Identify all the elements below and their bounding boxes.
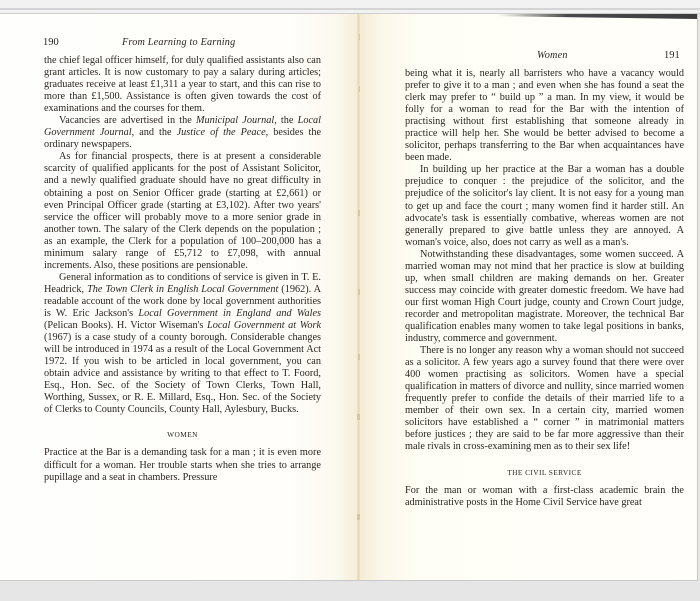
paragraph: Practice at the Bar is a demanding task for a man ; it is even more difficult for a woman. Her trouble starts when she tries to arrange pupillage and a seat in chambers. Pressure <box>44 447 321 483</box>
text-segment: (Pelican Books). H. Victor Wiseman's <box>44 320 207 332</box>
paragraph: In building up her practice at the Bar a woman has a double prejudice to conquer : the prejudice of the solicitor, and the prejudice of the solicitor's lay client. It is not easy for a young man to get up and face the court ; many women find it harder still. An advocate's task is essentially combative, whereas women are not generally prepared to give battle unless they are annoyed. A woman's voice, also, does not carry as well as a man's. <box>405 164 684 248</box>
text-segment: , and the <box>131 127 177 139</box>
book-spread <box>0 14 698 581</box>
paragraph: There is no longer any reason why a woman should not succeed as a solicitor. A few years ago a survey found that there were over 400 women practising as solicitors. Women have a special qualification in matters of divorce and nullity, since married women frequently prefer to confide the details of their married life to a member of their own sex. In a certain city, married women solicitors have established a “ corner ” in matrimonial matters before justices ; they are said to be far more aggressive than their male rivals in cross-examining men as to their sex life! <box>405 345 684 453</box>
italic-title: Justice of the Peace <box>176 127 266 139</box>
text-segment: As for financial prospects, there is at present a considerable scarcity of qualified applicants for the post of Assistant Solicitor, and a newly qualified graduate should have no great difficulty in obtaining a post on Senior Officer grade (starting at £2,661) or even Principal Officer grade (starting at £3,102). After two years' service the officer will probably move to a more senior grade in another town. The salary of the Clerk depends on the population ; as an example, the Clerk for a population of 100–200,000 has a minimum salary range of £5,712 to £7,098, with annual increments. Also, these positions are pensionable. <box>44 151 321 271</box>
section-heading-civil-service: THE CIVIL SERVICE <box>507 467 582 477</box>
text-segment: Vacancies are advertised in the <box>59 115 196 127</box>
top-bar-divider <box>0 8 700 10</box>
italic-title: The Town Clerk in English Local Government <box>87 283 279 295</box>
viewer-top-bar <box>0 0 700 14</box>
text-segment: , the <box>274 115 298 127</box>
right-running-title: Women <box>537 50 568 61</box>
right-page <box>360 14 697 580</box>
italic-title: Local Government Journal <box>44 115 321 139</box>
text-segment: the chief legal officer himself, for duly qualified assistants also can grant articles. It is now customary to pay a salary during articles; graduates receive at least £1,311 a year to start, and this can rise to more than £1,500. Assistance is often given towards the cost of examinations and the courses for them. <box>44 55 321 115</box>
italic-title: Local Government in England and Wales <box>138 307 322 319</box>
right-page-body <box>405 68 684 509</box>
paragraph: Notwithstanding these disadvantages, some women succeed. A married woman may not mind that her practice is slow at building up, when small children are making demands on her. Greater success may coincide with greater domestic freedom. We have had our first woman High Court judge, county and Crown Court judge, recorder and metropolitan magistrate. Moreover, the technical Bar qualification enables many women to take legal positions in banks, industry, commerce and government. <box>405 248 684 345</box>
text-segment: (1962). A readable account of the work done by local government authorities is W. Eric Jackson's <box>44 283 321 319</box>
text-segment: , besides the ordinary newspapers. <box>44 127 321 151</box>
left-page <box>0 14 360 580</box>
paragraph: being what it is, nearly all barristers who have a vacancy would prefer to give it to a man ; and even when she has found a seat the clerk may prefer to “ build up ” a man. In my view, it would be folly for a woman to read for the Bar with the intention of practising without first establishing that someone already in practice will help her. She would be better advised to become a solicitor, perhaps transferring to the Bar when acquaintances have been made. <box>405 68 684 164</box>
paragraph <box>44 55 321 115</box>
left-page-number: 190 <box>43 37 59 48</box>
paragraph <box>44 272 321 417</box>
text-segment: General information as to conditions of service is given in T. E. Headrick, <box>44 271 321 295</box>
italic-title: Local Government at Work <box>207 320 322 332</box>
section-heading-women: WOMEN <box>167 430 198 440</box>
right-page-number: 191 <box>664 50 680 61</box>
text-segment: (1967) is a case study of a county borough. Considerable changes will be introduced in 1974 as a result of the Local Government Act 1972. If you wish to be articled in local government, you can obtain advice and assistance by writing to that effect to T. Foord, Esq., Hon. Sec. of the Society of Town Clerks, Town Hall, Worthing, Sussex, or R. E. Millard, Esq., Hon. Sec. of the Society of Clerks to County Councils, County Hall, Aylesbury, Bucks. <box>44 332 321 416</box>
italic-title: Municipal Journal <box>195 115 275 127</box>
left-running-title: From Learning to Earning <box>122 37 236 48</box>
paragraph <box>44 115 321 151</box>
left-page-body <box>44 55 321 484</box>
page-edge-shadow <box>497 14 697 19</box>
paragraph: For the man or woman with a first-class academic brain the administrative posts in the Home Civil Service have great <box>405 484 684 508</box>
paragraph <box>44 151 321 271</box>
